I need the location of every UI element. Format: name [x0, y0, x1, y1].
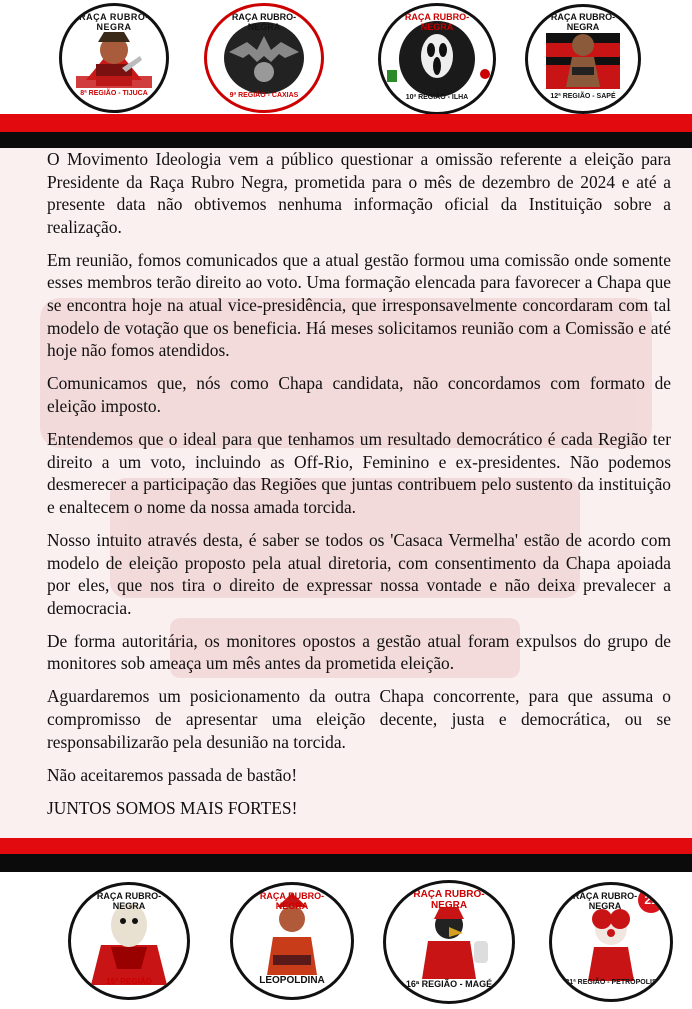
bottom-red-stripe [0, 838, 692, 854]
top-red-stripe [0, 114, 692, 132]
logo-bottom-text: 12ª REGIÃO - SAPÉ [550, 93, 616, 100]
logo-ring-text: RAÇA RUBRO-NEGRA [550, 12, 616, 32]
logo-ring-text: RAÇA RUBRO-NEGRA [96, 891, 162, 911]
paragraph-intent: Nosso intuito através desta, é saber se todos os 'Casaca Vermelha' estão de acordo com modelo de eleição proposto pela atual diretoria, com consentimento da Chapa apoiada por eles, que nos tira o direito de expressar nossa vontade e não deixa prevalecer a democracia. [47, 529, 671, 618]
logo-bat [204, 3, 324, 113]
paragraph-slogan: JUNTOS SOMOS MAIS FORTES! [47, 797, 298, 818]
logo-ring-text: RAÇA RUBRO-NEGRA [231, 12, 297, 32]
logo-bottom-text: 10ª REGIÃO - ILHA [405, 94, 469, 101]
statement-text [47, 148, 671, 830]
top-black-stripe [0, 132, 692, 148]
logo-scream [378, 3, 496, 115]
logo-bottom-text: 16ª REGIÃO - MAGÉ [405, 979, 493, 989]
footer-logo-bar [0, 872, 692, 1009]
logo-bottom-text: 8ª REGIÃO - TIJUCA [80, 90, 148, 97]
paragraph-commission: Em reunião, fomos comunicados que a atual gestão formou uma comissão onde somente esses membros terão direito ao voto. Uma formação elencada para favorecer a Chapa que se encontra hoje na atual vice-presidência, que irresponsavelmente concordaram com tal modelo de votação que os beneficia. Há meses solicitamos reunião com a Comissão e até hoje não fomos atendidos. [47, 249, 671, 361]
paragraph-disagree: Comunicamos que, nós como Chapa candidata, não concordamos com formato de eleição imposto. [47, 373, 671, 416]
logo-ring-text: RAÇA RUBRO-NEGRA [404, 12, 470, 32]
header-logo-bar [0, 0, 692, 114]
paragraph-authoritarian: De forma autoritária, os monitores opostos a gestão atual foram expulsos do grupo de monitores sob ameaça um mês antes da prometida eleição. [47, 630, 671, 674]
paragraph-intro: O Movimento Ideologia vem a público questionar a omissão referente a eleição para Presidente da Raça Rubro Negra, prometida para o mês de dezembro de 2024 e até a presente data não obtivemos nenhuma informação oficial da Instituição sobre a realização. [47, 149, 671, 237]
logo-bottom-text: 21ª REGIÃO - PETRÓPOLIS [565, 979, 657, 986]
region-badge: 21 [638, 887, 664, 913]
logo-warrior [525, 4, 641, 114]
logo-bottom-text: 15ª REGIÃO [106, 977, 152, 986]
logo-jason [68, 882, 190, 1000]
statement-body [0, 148, 692, 838]
paragraph-baton: Não aceitaremos passada de bastão! [47, 764, 298, 785]
logo-ring-text: RAÇA RUBRO-NEGRA [259, 891, 325, 911]
logo-ring-text: RAÇA RUBRO-NEGRA [572, 891, 638, 911]
logo-bottom-text: LEOPOLDINA [259, 975, 325, 986]
bottom-black-stripe [0, 854, 692, 872]
logo-ring-text: RAÇA RUBRO-NEGRA [413, 889, 485, 911]
paragraph-await: Aguardaremos um posicionamento da outra Chapa concorrente, para que assuma o compromisso de apresentar uma eleição decente, justa e democrática, ou se responsabilizarão pela desunião na torcida. [47, 686, 671, 752]
logo-clown [549, 882, 673, 1002]
logo-bottom-text: 9ª REGIÃO - CAXIAS [229, 92, 299, 99]
logo-ring-text: RAÇA RUBRO-NEGRA [79, 12, 149, 32]
logo-fighter [230, 882, 354, 1000]
paragraph-ideal: Entendemos que o ideal para que tenhamos um resultado democrático é cada Região ter direito a um voto, incluindo as Off-Rio, Feminino e ex-presidentes. Não podemos desmerecer a participação das Regiões que juntas contribuem pelo sustento da instituição e enaltecem o nome da nossa amada torcida. [47, 429, 671, 517]
logo-freddy [59, 3, 169, 113]
logo-bird [383, 880, 515, 1004]
